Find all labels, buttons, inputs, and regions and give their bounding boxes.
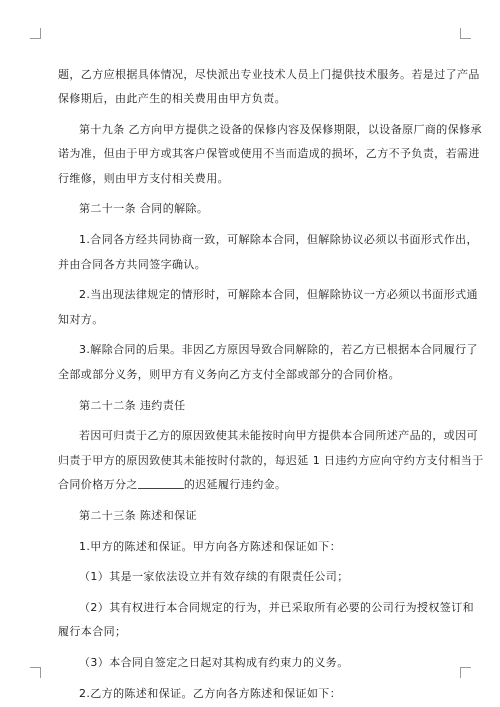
clause-22-heading: 第二十二条 违约责任 <box>79 398 186 412</box>
crop-mark-bottom-right <box>460 667 471 678</box>
body-line: 知对方。 <box>58 312 104 326</box>
body-line: 履行本合同； <box>58 625 127 639</box>
body-text: 合同价格万分之 <box>58 477 138 491</box>
clause-23-heading: 第二十三条 陈述和保证 <box>79 508 197 522</box>
crop-mark-top-right <box>460 28 471 39</box>
document-body <box>58 63 484 706</box>
body-line: 2.乙方的陈述和保证。乙方向各方陈述和保证如下： <box>79 687 342 701</box>
crop-mark-bottom-left <box>30 667 41 678</box>
clause-19-line: 第十九条 乙方向甲方提供之设备的保修内容及保修期限，以设备原厂商的保修承 <box>79 123 482 137</box>
body-line <box>58 473 442 497</box>
body-line: 归责于甲方的原因致使其未能按时付款的，每迟延 1 日违约方应向守约方支付相当于 <box>58 453 484 467</box>
body-line: 保修期后，由此产生的相关费用由甲方负责。 <box>58 92 286 106</box>
body-line: 诺为准，但由于甲方或其客户保管或使用不当而造成的损坏，乙方不予负责，若需进 <box>58 147 480 161</box>
body-line: （2）其有权进行本合同规定的行为，并已采取所有必要的公司行为授权签订和 <box>79 601 474 615</box>
body-line: 2.当出现法律规定的情形时，可解除本合同，但解除协议一方必须以书面形式通 <box>79 288 478 302</box>
body-line: 若因可归责于乙方的原因致使其未能按时向甲方提供本合同所述产品的，或因可 <box>79 429 478 443</box>
body-line: 全部或部分义务，则甲方有义务向乙方支付全部或部分的合同价格。 <box>58 367 400 381</box>
body-line: （3）本合同自签定之日起对其构成有约束力的义务。 <box>79 656 349 670</box>
body-line: 行维修，则由甲方支付相关费用。 <box>58 171 229 185</box>
body-line: 1.合同各方经共同协商一致，可解除本合同，但解除协议必须以书面形式作出， <box>79 233 478 247</box>
fill-in-blank <box>138 478 184 489</box>
clause-21-heading: 第二十一条 合同的解除。 <box>79 202 209 216</box>
body-line: 并由合同各方共同签字确认。 <box>58 257 207 271</box>
body-line: 3.解除合同的后果。非因乙方原因导致合同解除的，若乙方已根据本合同履行了 <box>79 343 478 357</box>
body-line: （1）其是一家依法设立并有效存续的有限责任公司； <box>79 570 349 584</box>
body-line: 题，乙方应根据具体情况，尽快派出专业技术人员上门提供技术服务。若是过了产品 <box>58 68 480 81</box>
body-text: 的迟延履行违约金。 <box>183 477 287 491</box>
crop-mark-top-left <box>30 28 41 39</box>
body-line: 1.甲方的陈述和保证。甲方向各方陈述和保证如下： <box>79 539 342 553</box>
